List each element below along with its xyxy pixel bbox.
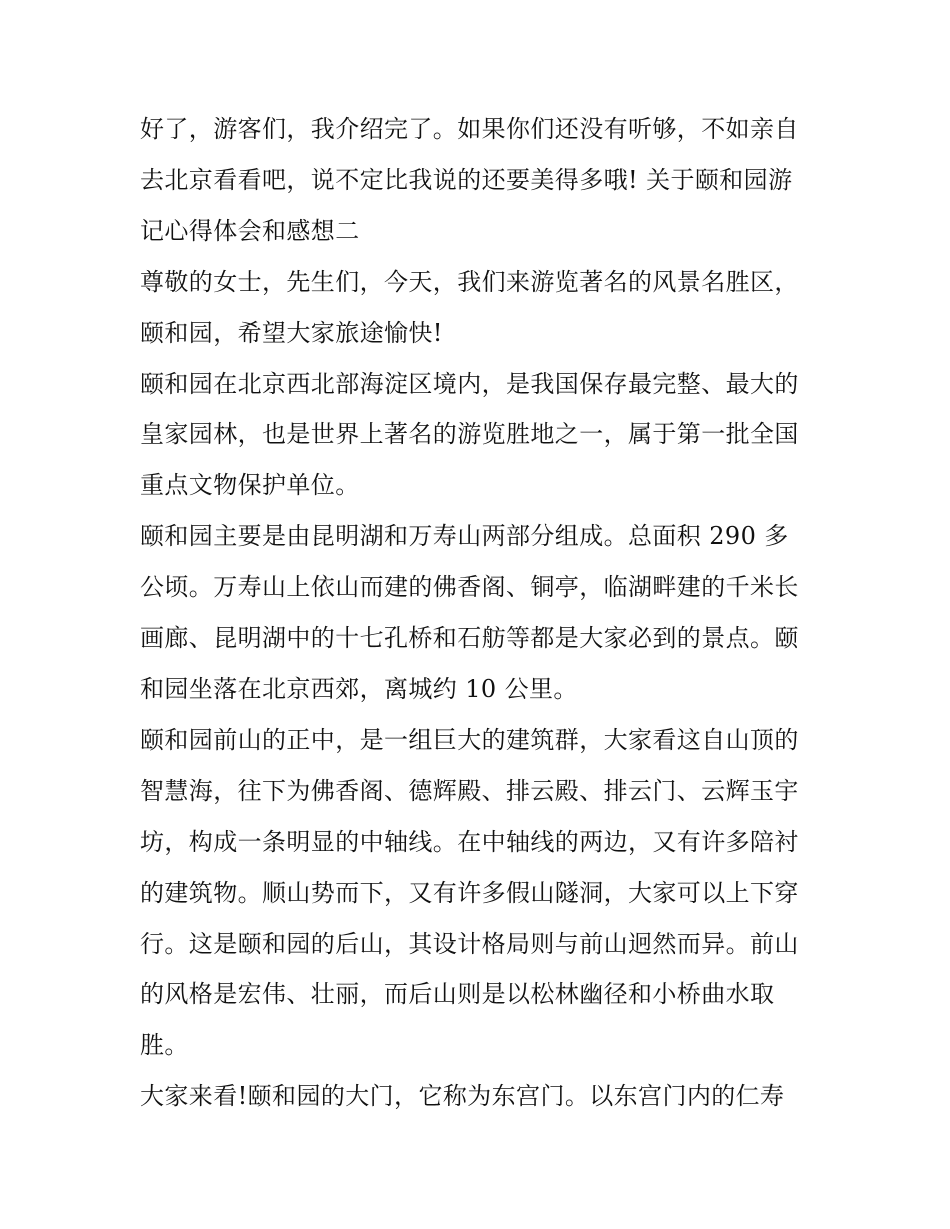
paragraph-location: 颐和园在北京西北部海淀区境内，是我国保存最完整、最大的皇家园林，也是世界上著名的游览胜地之一，属于第一批全国重点文物保护单位。 bbox=[140, 369, 799, 500]
paragraph-east-gate: 大家来看!颐和园的大门，它称为东宫门。以东宫门内的仁寿 bbox=[140, 1082, 785, 1111]
paragraph-intro-closing: 好了，游客们，我介绍完了。如果你们还没有听够，不如亲自去北京看看吧，说不定比我说的还要美得多哦! 关于颐和园游记心得体会和感想二 bbox=[140, 115, 799, 245]
paragraph-front-hill: 颐和园前山的正中，是一组巨大的建筑群，大家看这自山顶的智慧海，往下为佛香阁、德辉殿、排云殿、排云门、云辉玉宇坊，构成一条明显的中轴线。在中轴线的两边，又有许多陪衬的建筑物。顺山势而下，又有许多假山隧洞，大家可以上下穿行。这是颐和园的后山，其设计格局则与前山迥然而异。前山的风格是宏伟、壮丽，而后山则是以松林幽径和小桥曲水取胜。 bbox=[140, 725, 799, 1060]
paragraph-composition: 颐和园主要是由昆明湖和万寿山两部分组成。总面积 290 多公顷。万寿山上依山而建的佛香阁、铜亭，临湖畔建的千米长画廊、昆明湖中的十七孔桥和石舫等都是大家必到的景点。颐和园坐落在北京西郊，离城约 10 公里。 bbox=[140, 522, 799, 703]
document-body bbox=[140, 104, 812, 1122]
paragraph-greeting: 尊敬的女士，先生们，今天，我们来游览著名的风景名胜区，颐和园，希望大家旅途愉快! bbox=[140, 267, 799, 347]
